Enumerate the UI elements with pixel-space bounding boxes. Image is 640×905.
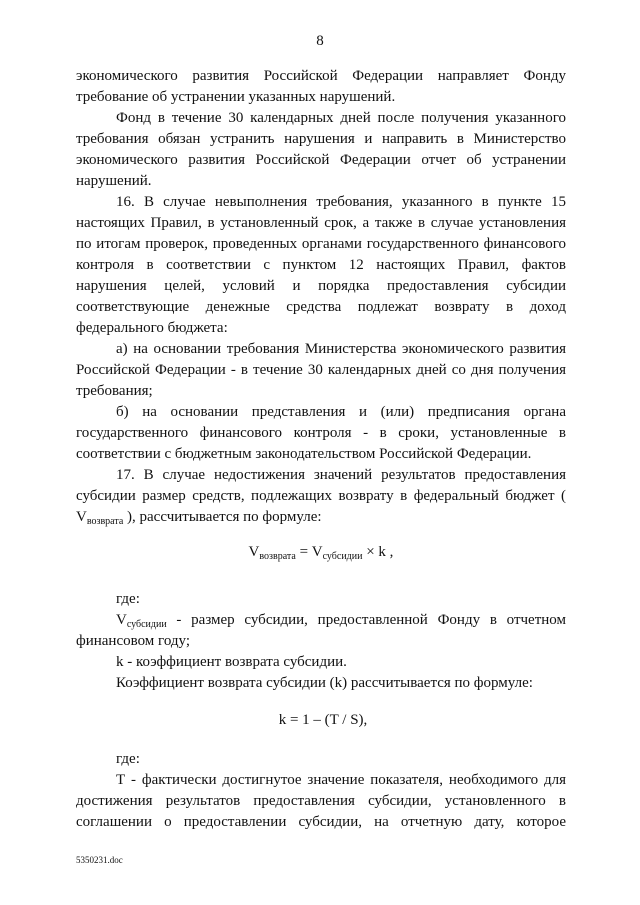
k-formula-intro: Коэффициент возврата субсидии (k) рассчитывается по формуле: (116, 675, 533, 691)
page-number: 8 (316, 33, 324, 49)
definition-k: k - коэффициент возврата субсидии. (116, 654, 347, 670)
paragraph-fund-deadline: Фонд в течение 30 календарных дней после получения указанного требования обязан устранить нарушения и направить в Министерство экономического развития Российской Федерации отчет об устранении нарушений. (76, 110, 566, 189)
paragraph-17-variable: ( $V_{возврата}$ ), рассчитывается по формуле: (76, 488, 566, 527)
definition-v-subsidy: $V_{субсидии}$ - размер субсидии, предоставленной Фонду в отчетном финансовом году; (76, 612, 566, 649)
document-body (76, 66, 566, 833)
where-label-2: где: (116, 751, 140, 767)
paragraph-continuation: экономического развития Российской Федерации направляет Фонду требование об устранении указанных нарушений. (76, 68, 566, 105)
definition-t: Т - фактически достигнутое значение показателя, необходимого для достижения результатов предоставления субсидии, установленного в соглашении о предоставлении субсидии, на отчетную дату, которое (76, 772, 566, 830)
paragraph-17-text: 17. В случае недостижения значений результатов предоставления субсидии размер средств, подлежащих возврату в федеральный бюджет (76, 467, 566, 504)
formula-coefficient: k = 1 – (T / S), (278, 712, 368, 728)
paragraph-16-b: б) на основании представления и (или) предписания органа государственного финансового контроля - в сроки, установленные в соответствии с бюджетным законодательством Российской Федерации. (76, 404, 566, 462)
paragraph-17 (76, 465, 566, 528)
where-label: где: (116, 591, 140, 607)
paragraph-16: 16. В случае невыполнения требования, указанного в пункте 15 настоящих Правил, в установленный срок, а также в случае установления по итогам проверок, проведенных органами государственного финансового контроля в соответствии с пунктом 12 настоящих Правил, фактов нарушения целей, условий и порядка предоставления субсидии соответствующие денежные средства подлежат возврату в доход федерального бюджета: (76, 194, 566, 336)
formula-refund: $V_{возврата} = V_{субсидии} \times k$ , (248, 544, 394, 562)
file-name-footer: 5350231.doc (76, 855, 123, 865)
paragraph-16-a: а) на основании требования Министерства экономического развития Российской Федерации - в течение 30 календарных дней со дня получения требования; (76, 341, 566, 399)
